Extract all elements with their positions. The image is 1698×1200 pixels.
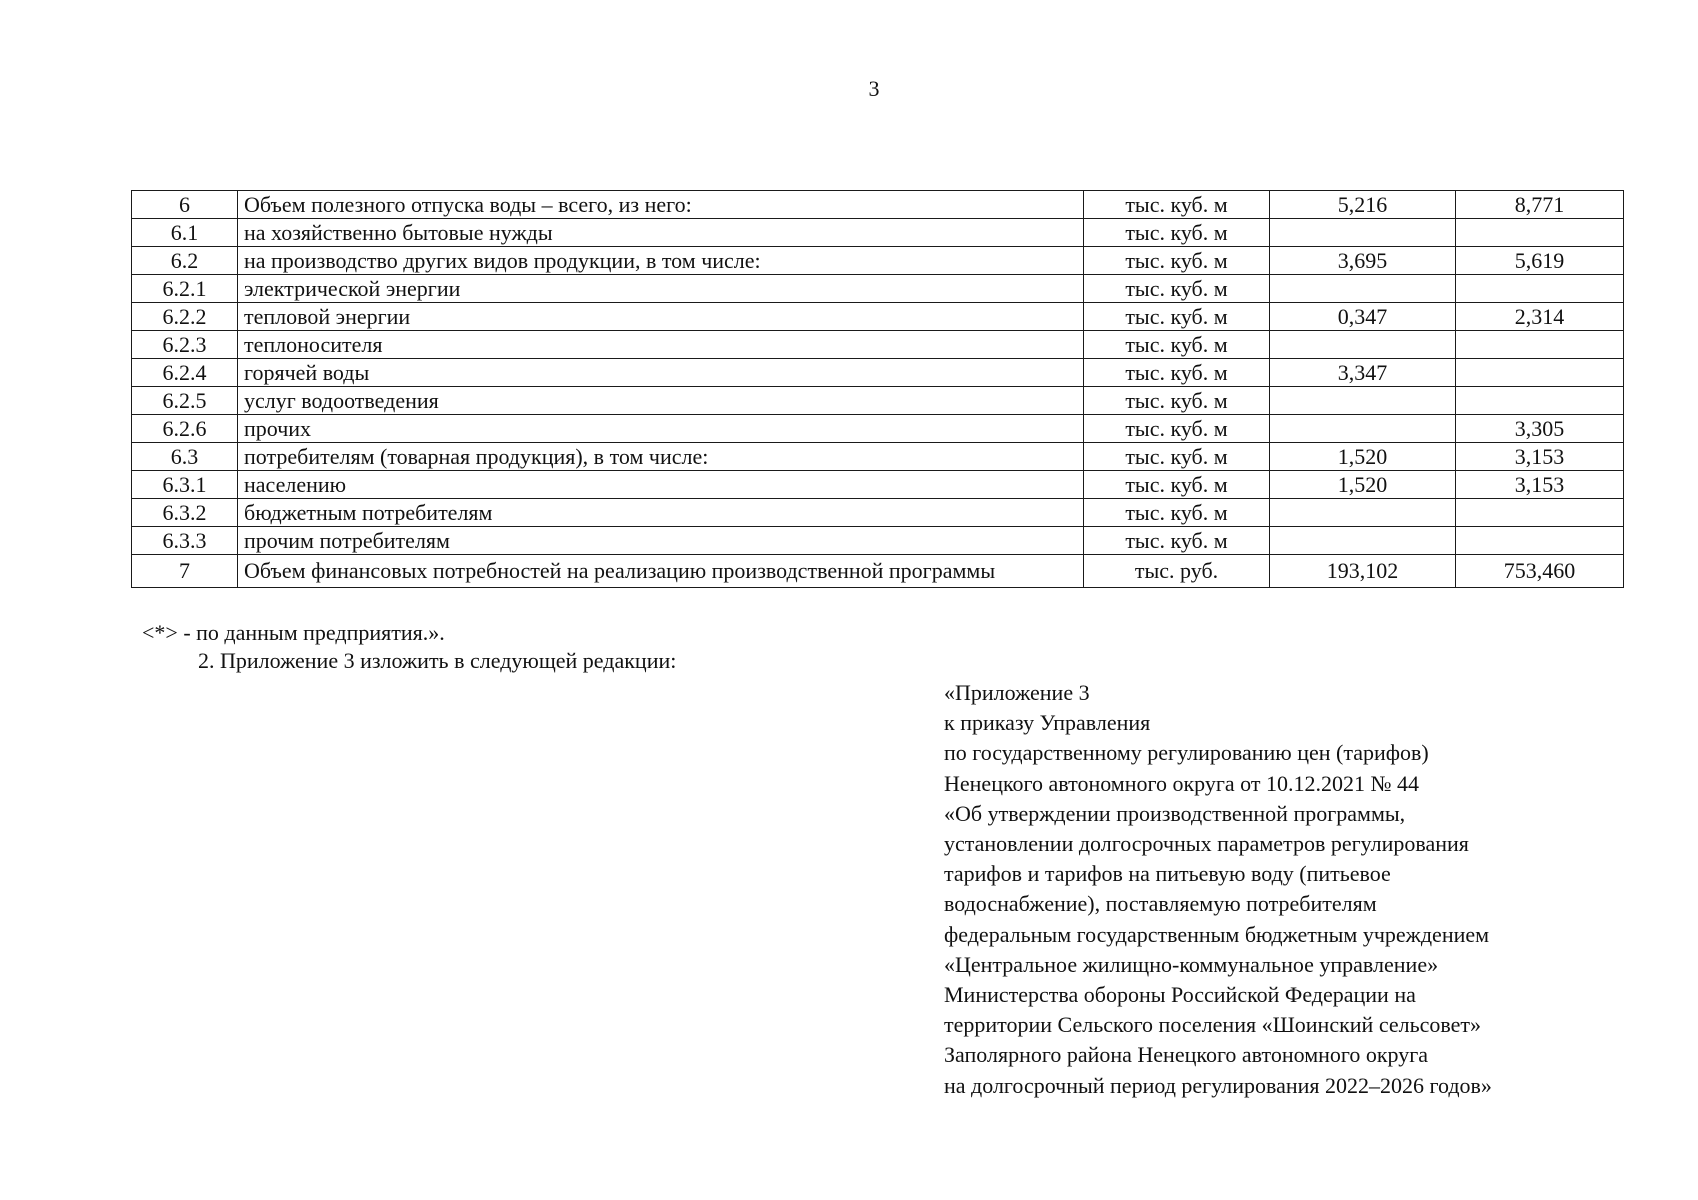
row-value-1: 5,216 — [1270, 191, 1456, 219]
row-value-1 — [1270, 275, 1456, 303]
row-unit: тыс. куб. м — [1084, 275, 1270, 303]
row-value-2: 5,619 — [1456, 247, 1624, 275]
appendix-line: федеральным государственным бюджетным учреждением — [944, 921, 1490, 947]
row-number: 6.3 — [132, 443, 238, 471]
row-value-1 — [1270, 387, 1456, 415]
row-unit: тыс. куб. м — [1084, 359, 1270, 387]
table-row — [132, 499, 1624, 527]
row-unit: тыс. куб. м — [1084, 331, 1270, 359]
row-unit: тыс. куб. м — [1084, 499, 1270, 527]
row-value-1: 193,102 — [1270, 555, 1456, 588]
row-value-2 — [1456, 219, 1624, 247]
table-row — [132, 387, 1624, 415]
appendix-line: водоснабжение), поставляемую потребителям — [944, 891, 1377, 917]
row-value-1: 3,695 — [1270, 247, 1456, 275]
table-row — [132, 471, 1624, 499]
table-row — [132, 415, 1624, 443]
row-value-2 — [1456, 499, 1624, 527]
appendix-line: к приказу Управления — [944, 710, 1151, 736]
table-row — [132, 219, 1624, 247]
row-value-2: 3,153 — [1456, 443, 1624, 471]
row-name: на производство других видов продукции, в том числе: — [238, 247, 1084, 275]
production-program-table — [131, 190, 1624, 588]
table-row — [132, 443, 1624, 471]
table-row — [132, 247, 1624, 275]
row-number: 6.2.3 — [132, 331, 238, 359]
row-value-2: 3,153 — [1456, 471, 1624, 499]
row-name: на хозяйственно бытовые нужды — [238, 219, 1084, 247]
row-name: прочих — [238, 415, 1084, 443]
row-value-1: 1,520 — [1270, 443, 1456, 471]
row-unit: тыс. куб. м — [1084, 443, 1270, 471]
row-value-2 — [1456, 387, 1624, 415]
appendix-header-block — [944, 678, 1492, 1101]
row-unit: тыс. куб. м — [1084, 247, 1270, 275]
row-name: Объем полезного отпуска воды – всего, из него: — [238, 191, 1084, 219]
row-value-1: 3,347 — [1270, 359, 1456, 387]
row-name: прочим потребителям — [238, 527, 1084, 555]
appendix-line: Министерства обороны Российской Федерации на — [944, 982, 1416, 1008]
row-number: 7 — [132, 555, 238, 588]
row-unit: тыс. куб. м — [1084, 415, 1270, 443]
row-name: услуг водоотведения — [238, 387, 1084, 415]
row-value-1 — [1270, 219, 1456, 247]
instruction-paragraph: 2. Приложение 3 изложить в следующей редакции: — [198, 648, 677, 673]
row-value-1: 1,520 — [1270, 471, 1456, 499]
row-value-2 — [1456, 331, 1624, 359]
row-number: 6.2.6 — [132, 415, 238, 443]
row-name: населению — [238, 471, 1084, 499]
footnote: <*> - по данным предприятия.». — [142, 620, 445, 645]
row-unit: тыс. куб. м — [1084, 527, 1270, 555]
row-value-1 — [1270, 331, 1456, 359]
appendix-line: установлении долгосрочных параметров регулирования — [944, 831, 1469, 857]
row-value-1: 0,347 — [1270, 303, 1456, 331]
appendix-line: Ненецкого автономного округа от 10.12.2021 № 44 — [944, 770, 1419, 796]
appendix-line: тарифов и тарифов на питьевую воду (питьевое — [944, 861, 1391, 887]
row-number: 6 — [132, 191, 238, 219]
page-number: 3 — [868, 76, 880, 101]
appendix-line: на долгосрочный период регулирования 2022–2026 годов» — [944, 1072, 1492, 1098]
table-row — [132, 191, 1624, 219]
row-number: 6.3.3 — [132, 527, 238, 555]
row-number: 6.2.2 — [132, 303, 238, 331]
row-name: электрической энергии — [238, 275, 1084, 303]
table-row — [132, 359, 1624, 387]
table-row — [132, 275, 1624, 303]
appendix-line: «Центральное жилищно-коммунальное управление» — [944, 951, 1439, 977]
row-name: горячей воды — [238, 359, 1084, 387]
row-value-1 — [1270, 499, 1456, 527]
row-name: теплоносителя — [238, 331, 1084, 359]
row-number: 6.2.4 — [132, 359, 238, 387]
appendix-line: по государственному регулированию цен (тарифов) — [944, 740, 1429, 766]
row-unit: тыс. куб. м — [1084, 471, 1270, 499]
row-number: 6.2.1 — [132, 275, 238, 303]
row-value-2: 2,314 — [1456, 303, 1624, 331]
row-unit: тыс. руб. — [1084, 555, 1270, 588]
appendix-line: территории Сельского поселения «Шоинский сельсовет» — [944, 1012, 1482, 1038]
row-value-2 — [1456, 527, 1624, 555]
table-row — [132, 303, 1624, 331]
row-name: Объем финансовых потребностей на реализацию производственной программы — [238, 555, 1084, 588]
table-row — [132, 527, 1624, 555]
row-number: 6.1 — [132, 219, 238, 247]
row-name: тепловой энергии — [238, 303, 1084, 331]
appendix-line: «Об утверждении производственной программы, — [944, 800, 1406, 826]
appendix-line: Заполярного района Ненецкого автономного округа — [944, 1042, 1429, 1068]
appendix-line: «Приложение 3 — [944, 680, 1090, 705]
row-unit: тыс. куб. м — [1084, 303, 1270, 331]
row-unit: тыс. куб. м — [1084, 191, 1270, 219]
row-value-2 — [1456, 359, 1624, 387]
table-row — [132, 555, 1624, 588]
row-name: потребителям (товарная продукция), в том числе: — [238, 443, 1084, 471]
row-value-1 — [1270, 415, 1456, 443]
row-unit: тыс. куб. м — [1084, 387, 1270, 415]
row-number: 6.2.5 — [132, 387, 238, 415]
row-unit: тыс. куб. м — [1084, 219, 1270, 247]
row-value-2 — [1456, 275, 1624, 303]
row-number: 6.3.2 — [132, 499, 238, 527]
row-number: 6.3.1 — [132, 471, 238, 499]
row-value-2: 753,460 — [1456, 555, 1624, 588]
row-value-2: 8,771 — [1456, 191, 1624, 219]
row-value-2: 3,305 — [1456, 415, 1624, 443]
row-value-1 — [1270, 527, 1456, 555]
row-number: 6.2 — [132, 247, 238, 275]
row-name: бюджетным потребителям — [238, 499, 1084, 527]
table-row — [132, 331, 1624, 359]
